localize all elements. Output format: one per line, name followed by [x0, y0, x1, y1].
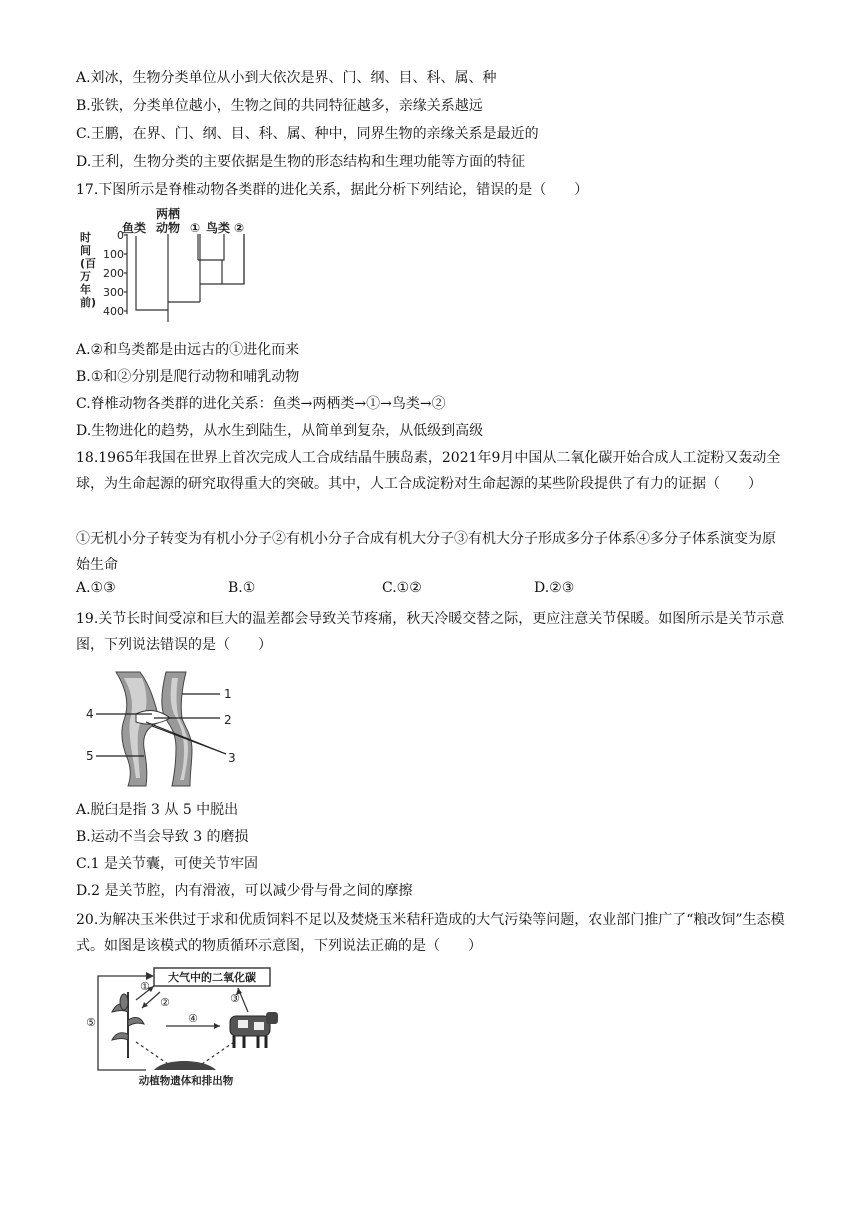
q20-label-4: ④ — [188, 1012, 198, 1025]
svg-text:前): 前) — [80, 296, 97, 309]
q17-y-tick: 0 — [117, 229, 124, 242]
q17-stem: 17.下图所示是脊椎动物各类群的进化关系，据此分析下列结论，错误的是（ ） — [76, 182, 589, 198]
q20-stem: 20.为解决玉米供过于求和优质饲料不足以及焚烧玉米秸秆造成的大气污染等问题，农业部门推广了“粮改饲”生态模式。如图是该模式的物质循环示意图，下列说法正确的是（ ） — [76, 912, 785, 954]
q19-label-1: 1 — [224, 687, 232, 701]
q17-label-amphibian-2: 动物 — [156, 221, 181, 235]
q20-label-5: ⑤ — [86, 1016, 96, 1029]
q19-option-d: D.2 是关节腔，内有滑液，可以减少骨与骨之间的摩擦 — [76, 883, 413, 899]
q20-remains-label: 动植物遗体和排出物 — [138, 1075, 234, 1087]
q18-option-d: D.②③ — [534, 580, 575, 596]
q20-label-2: ② — [160, 996, 170, 1009]
q16-option-a: A.刘冰，生物分类单位从小到大依次是界、门、纲、目、科、属、种 — [76, 70, 497, 86]
q19-joint-diagram — [86, 668, 246, 788]
q20-label-1: ① — [140, 980, 150, 993]
svg-text:时: 时 — [80, 231, 91, 244]
q17-evolution-tree — [78, 206, 268, 326]
q17-label-1: ① — [190, 221, 201, 235]
svg-text:年: 年 — [80, 283, 91, 296]
q17-y-tick: 200 — [103, 267, 124, 280]
q20-cow-icon — [230, 1012, 278, 1048]
q20-arrowhead-4 — [214, 1023, 220, 1029]
q19-option-a: A.脱臼是指 3 从 5 中脱出 — [76, 802, 239, 818]
q20-corn-plant-icon — [112, 992, 144, 1058]
q17-label-bird: 鸟类 — [206, 221, 231, 235]
q18-option-a: A.①③ — [76, 580, 116, 596]
q19-option-c: C.1 是关节囊，可使关节牢固 — [76, 856, 259, 872]
q19-label-2: 2 — [224, 713, 232, 727]
q20-label-3: ③ — [230, 992, 240, 1005]
q17-y-axis-label — [80, 230, 96, 309]
q17-option-a: A.②和鸟类都是由远古的①进化而来 — [76, 342, 300, 358]
q18-option-c: C.①② — [382, 580, 422, 596]
q19-option-b: B.运动不当会导致 3 的磨损 — [76, 829, 249, 845]
q20-dashed-arrow-cow — [202, 1042, 234, 1064]
q17-label-amphibian: 两栖 — [156, 207, 181, 221]
q19-stem: 19.关节长时间受凉和巨大的温差都会导致关节疼痛，秋天冷暖交替之际，更应注意关节保暖。如图所示是关节示意图，下列说法错误的是（ ） — [76, 611, 785, 653]
q16-option-c: C.王鹏，在界、门、纲、目、科、属、种中，同界生物的亲缘关系是最近的 — [76, 126, 539, 142]
q17-label-fish: 鱼类 — [122, 221, 147, 235]
q20-dashed-arrow-plant — [136, 1042, 168, 1064]
svg-text:万: 万 — [80, 270, 91, 283]
q17-axis — [124, 234, 127, 314]
q17-y-tick: 300 — [103, 286, 124, 299]
q20-co2-label: 大气中的二氧化碳 — [168, 971, 256, 984]
q17-option-b: B.①和②分别是爬行动物和哺乳动物 — [76, 369, 300, 385]
q19-bone-right — [162, 672, 192, 786]
q16-option-d: D.王利，生物分类的主要依据是生物的形态结构和生理功能等方面的特征 — [76, 154, 526, 170]
q16-option-b: B.张铁，分类单位越小，生物之间的共同特征越多，亲缘关系越远 — [76, 98, 483, 114]
q17-y-tick: 100 — [103, 248, 124, 261]
q18-option-b: B.① — [228, 580, 256, 596]
svg-text:间: 间 — [80, 244, 91, 257]
q17-option-c: C.脊椎动物各类群的进化关系：鱼类→两栖类→①→鸟类→② — [76, 396, 446, 412]
q17-branches — [136, 234, 244, 322]
q19-label-5: 5 — [86, 749, 94, 763]
q17-option-d: D.生物进化的趋势，从水生到陆生，从简单到复杂，从低级到高级 — [76, 423, 484, 439]
q20-cycle-diagram — [84, 962, 284, 1090]
q18-stages: ①无机小分子转变为有机小分子②有机小分子合成有机大分子③有机大分子形成多分子体系④多分子体系演变为原始生命 — [76, 531, 776, 573]
q19-label-4: 4 — [86, 707, 94, 721]
svg-text:(百: (百 — [80, 257, 97, 270]
q17-label-2: ② — [234, 221, 245, 235]
q20-remains-pile-icon — [154, 1061, 216, 1070]
q17-y-tick: 400 — [103, 305, 124, 318]
q19-label-3: 3 — [228, 751, 236, 765]
q18-stem: 18.1965年我国在世界上首次完成人工合成结晶牛胰岛素，2021年9月中国从二氧化碳开始合成人工淀粉又轰动全球，为生命起源的研究取得重大的突破。其中，人工合成淀粉对生命起源的某些阶段提供了有力的证据（ ） — [76, 450, 781, 492]
